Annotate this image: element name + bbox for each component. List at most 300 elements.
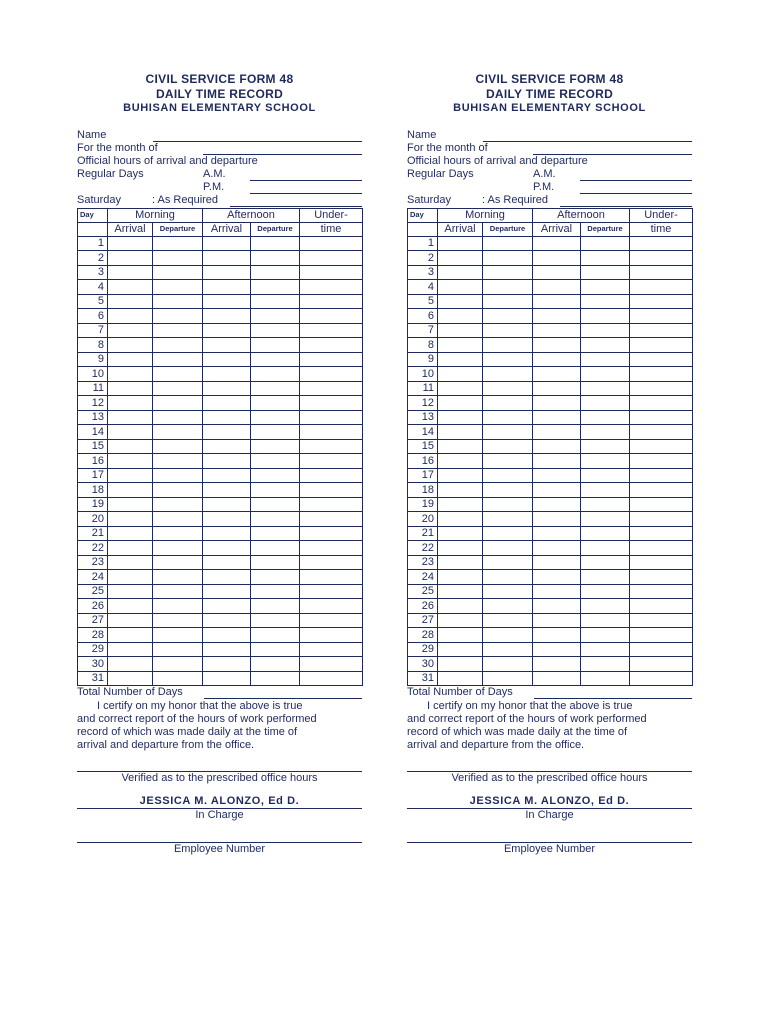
am-departure-cell[interactable]: [483, 483, 533, 498]
pm-departure-cell[interactable]: [581, 425, 630, 440]
pm-arrival-cell[interactable]: [203, 599, 251, 614]
am-departure-cell[interactable]: [153, 280, 203, 295]
am-arrival-cell[interactable]: [438, 454, 483, 469]
am-arrival-cell[interactable]: [108, 381, 153, 396]
am-departure-cell[interactable]: [153, 251, 203, 266]
am-departure-cell[interactable]: [483, 425, 533, 440]
am-arrival-cell[interactable]: [438, 657, 483, 672]
am-arrival-cell[interactable]: [108, 526, 153, 541]
am-arrival-cell[interactable]: [108, 454, 153, 469]
am-departure-cell[interactable]: [153, 599, 203, 614]
pm-departure-cell[interactable]: [581, 555, 630, 570]
pm-arrival-cell[interactable]: [203, 251, 251, 266]
am-departure-cell[interactable]: [153, 468, 203, 483]
pm-departure-cell[interactable]: [581, 497, 630, 512]
am-arrival-cell[interactable]: [108, 599, 153, 614]
pm-departure-cell[interactable]: [251, 352, 300, 367]
pm-departure-cell[interactable]: [251, 425, 300, 440]
undertime-cell[interactable]: [630, 541, 693, 556]
employee-number-line[interactable]: [77, 822, 362, 843]
am-arrival-cell[interactable]: [438, 628, 483, 643]
am-arrival-cell[interactable]: [108, 410, 153, 425]
undertime-cell[interactable]: [630, 280, 693, 295]
am-arrival-cell[interactable]: [438, 265, 483, 280]
pm-departure-cell[interactable]: [251, 555, 300, 570]
pm-departure-cell[interactable]: [251, 584, 300, 599]
am-departure-cell[interactable]: [153, 628, 203, 643]
am-arrival-cell[interactable]: [108, 555, 153, 570]
undertime-cell[interactable]: [630, 294, 693, 309]
pm-departure-cell[interactable]: [581, 671, 630, 686]
am-arrival-cell[interactable]: [438, 671, 483, 686]
undertime-cell[interactable]: [300, 439, 363, 454]
undertime-cell[interactable]: [630, 381, 693, 396]
am-departure-cell[interactable]: [153, 483, 203, 498]
undertime-cell[interactable]: [300, 280, 363, 295]
pm-departure-cell[interactable]: [581, 526, 630, 541]
undertime-cell[interactable]: [300, 541, 363, 556]
pm-arrival-cell[interactable]: [203, 236, 251, 251]
pm-departure-cell[interactable]: [581, 512, 630, 527]
am-departure-cell[interactable]: [153, 352, 203, 367]
am-departure-cell[interactable]: [153, 439, 203, 454]
pm-departure-cell[interactable]: [581, 352, 630, 367]
pm-arrival-cell[interactable]: [203, 468, 251, 483]
pm-arrival-cell[interactable]: [203, 381, 251, 396]
am-arrival-cell[interactable]: [438, 309, 483, 324]
am-arrival-cell[interactable]: [438, 381, 483, 396]
pm-arrival-cell[interactable]: [203, 454, 251, 469]
pm-arrival-cell[interactable]: [533, 584, 581, 599]
pm-departure-cell[interactable]: [251, 483, 300, 498]
am-departure-cell[interactable]: [483, 628, 533, 643]
am-arrival-cell[interactable]: [108, 613, 153, 628]
undertime-cell[interactable]: [630, 454, 693, 469]
undertime-cell[interactable]: [300, 425, 363, 440]
undertime-cell[interactable]: [300, 584, 363, 599]
undertime-cell[interactable]: [630, 309, 693, 324]
pm-departure-cell[interactable]: [581, 236, 630, 251]
undertime-cell[interactable]: [630, 628, 693, 643]
pm-arrival-cell[interactable]: [203, 526, 251, 541]
pm-departure-cell[interactable]: [581, 454, 630, 469]
pm-arrival-cell[interactable]: [533, 497, 581, 512]
pm-departure-cell[interactable]: [251, 512, 300, 527]
am-arrival-cell[interactable]: [438, 323, 483, 338]
am-departure-cell[interactable]: [153, 555, 203, 570]
undertime-cell[interactable]: [300, 338, 363, 353]
pm-departure-cell[interactable]: [251, 323, 300, 338]
pm-departure-cell[interactable]: [251, 367, 300, 382]
pm-arrival-cell[interactable]: [203, 352, 251, 367]
am-departure-cell[interactable]: [153, 381, 203, 396]
pm-arrival-cell[interactable]: [533, 280, 581, 295]
am-arrival-cell[interactable]: [108, 338, 153, 353]
undertime-cell[interactable]: [300, 642, 363, 657]
undertime-cell[interactable]: [300, 236, 363, 251]
pm-departure-cell[interactable]: [581, 628, 630, 643]
pm-arrival-cell[interactable]: [533, 671, 581, 686]
pm-arrival-cell[interactable]: [203, 657, 251, 672]
undertime-cell[interactable]: [300, 512, 363, 527]
undertime-cell[interactable]: [300, 570, 363, 585]
am-arrival-cell[interactable]: [438, 613, 483, 628]
pm-arrival-cell[interactable]: [533, 251, 581, 266]
undertime-cell[interactable]: [630, 468, 693, 483]
am-arrival-cell[interactable]: [438, 526, 483, 541]
am-arrival-cell[interactable]: [108, 541, 153, 556]
am-arrival-cell[interactable]: [438, 468, 483, 483]
undertime-cell[interactable]: [300, 497, 363, 512]
pm-departure-cell[interactable]: [251, 280, 300, 295]
pm-arrival-cell[interactable]: [533, 555, 581, 570]
undertime-cell[interactable]: [630, 526, 693, 541]
undertime-cell[interactable]: [300, 599, 363, 614]
am-departure-cell[interactable]: [483, 410, 533, 425]
pm-arrival-cell[interactable]: [533, 628, 581, 643]
am-arrival-cell[interactable]: [438, 367, 483, 382]
pm-departure-cell[interactable]: [251, 381, 300, 396]
am-arrival-cell[interactable]: [438, 425, 483, 440]
undertime-cell[interactable]: [630, 323, 693, 338]
undertime-cell[interactable]: [630, 570, 693, 585]
pm-arrival-cell[interactable]: [203, 323, 251, 338]
pm-arrival-cell[interactable]: [203, 642, 251, 657]
pm-arrival-cell[interactable]: [533, 512, 581, 527]
pm-arrival-cell[interactable]: [203, 280, 251, 295]
undertime-cell[interactable]: [630, 352, 693, 367]
undertime-cell[interactable]: [300, 526, 363, 541]
pm-departure-cell[interactable]: [251, 236, 300, 251]
am-arrival-cell[interactable]: [438, 599, 483, 614]
undertime-cell[interactable]: [630, 512, 693, 527]
am-arrival-cell[interactable]: [438, 396, 483, 411]
am-departure-cell[interactable]: [153, 425, 203, 440]
am-arrival-cell[interactable]: [108, 671, 153, 686]
employee-number-line[interactable]: [407, 822, 692, 843]
pm-arrival-cell[interactable]: [533, 338, 581, 353]
undertime-cell[interactable]: [300, 555, 363, 570]
am-arrival-cell[interactable]: [438, 236, 483, 251]
undertime-cell[interactable]: [630, 584, 693, 599]
undertime-cell[interactable]: [300, 265, 363, 280]
pm-arrival-cell[interactable]: [533, 425, 581, 440]
am-arrival-cell[interactable]: [108, 309, 153, 324]
am-arrival-cell[interactable]: [438, 294, 483, 309]
am-departure-cell[interactable]: [153, 265, 203, 280]
pm-arrival-cell[interactable]: [533, 599, 581, 614]
pm-arrival-cell[interactable]: [203, 541, 251, 556]
am-departure-cell[interactable]: [483, 280, 533, 295]
pm-departure-cell[interactable]: [251, 599, 300, 614]
pm-departure-cell[interactable]: [581, 338, 630, 353]
pm-departure-cell[interactable]: [251, 309, 300, 324]
pm-arrival-cell[interactable]: [533, 468, 581, 483]
pm-departure-cell[interactable]: [581, 323, 630, 338]
pm-departure-cell[interactable]: [251, 526, 300, 541]
pm-departure-cell[interactable]: [581, 265, 630, 280]
undertime-cell[interactable]: [630, 613, 693, 628]
undertime-cell[interactable]: [630, 555, 693, 570]
pm-departure-cell[interactable]: [581, 570, 630, 585]
pm-arrival-cell[interactable]: [533, 541, 581, 556]
am-departure-cell[interactable]: [153, 541, 203, 556]
undertime-cell[interactable]: [300, 396, 363, 411]
undertime-cell[interactable]: [300, 613, 363, 628]
am-departure-cell[interactable]: [483, 251, 533, 266]
undertime-cell[interactable]: [630, 338, 693, 353]
pm-departure-cell[interactable]: [581, 541, 630, 556]
pm-departure-cell[interactable]: [581, 381, 630, 396]
pm-arrival-cell[interactable]: [533, 309, 581, 324]
pm-departure-cell[interactable]: [251, 251, 300, 266]
saturday-field[interactable]: [560, 206, 692, 207]
pm-departure-cell[interactable]: [251, 338, 300, 353]
pm-arrival-cell[interactable]: [203, 613, 251, 628]
pm-arrival-cell[interactable]: [533, 265, 581, 280]
pm-arrival-cell[interactable]: [203, 439, 251, 454]
am-arrival-cell[interactable]: [438, 584, 483, 599]
undertime-cell[interactable]: [300, 410, 363, 425]
pm-arrival-cell[interactable]: [203, 512, 251, 527]
pm-departure-cell[interactable]: [251, 642, 300, 657]
am-arrival-cell[interactable]: [108, 251, 153, 266]
am-arrival-cell[interactable]: [108, 642, 153, 657]
am-departure-cell[interactable]: [483, 526, 533, 541]
pm-departure-cell[interactable]: [581, 584, 630, 599]
undertime-cell[interactable]: [300, 381, 363, 396]
am-departure-cell[interactable]: [483, 381, 533, 396]
am-departure-cell[interactable]: [153, 642, 203, 657]
am-arrival-cell[interactable]: [438, 410, 483, 425]
am-departure-cell[interactable]: [483, 541, 533, 556]
undertime-cell[interactable]: [300, 294, 363, 309]
am-arrival-cell[interactable]: [108, 584, 153, 599]
am-arrival-cell[interactable]: [108, 497, 153, 512]
pm-departure-cell[interactable]: [251, 294, 300, 309]
am-departure-cell[interactable]: [483, 599, 533, 614]
undertime-cell[interactable]: [630, 497, 693, 512]
undertime-cell[interactable]: [300, 367, 363, 382]
undertime-cell[interactable]: [630, 642, 693, 657]
pm-arrival-cell[interactable]: [203, 628, 251, 643]
am-departure-cell[interactable]: [483, 236, 533, 251]
am-departure-cell[interactable]: [483, 570, 533, 585]
undertime-cell[interactable]: [630, 251, 693, 266]
am-departure-cell[interactable]: [153, 323, 203, 338]
am-departure-cell[interactable]: [483, 396, 533, 411]
pm-arrival-cell[interactable]: [203, 265, 251, 280]
am-departure-cell[interactable]: [483, 671, 533, 686]
am-departure-cell[interactable]: [483, 584, 533, 599]
am-departure-cell[interactable]: [483, 512, 533, 527]
pm-arrival-cell[interactable]: [533, 410, 581, 425]
total-days-field[interactable]: [204, 698, 362, 699]
saturday-field[interactable]: [230, 206, 362, 207]
pm-arrival-cell[interactable]: [533, 570, 581, 585]
am-departure-cell[interactable]: [153, 410, 203, 425]
am-departure-cell[interactable]: [483, 642, 533, 657]
am-arrival-cell[interactable]: [108, 439, 153, 454]
am-departure-cell[interactable]: [153, 294, 203, 309]
pm-departure-cell[interactable]: [251, 439, 300, 454]
undertime-cell[interactable]: [630, 265, 693, 280]
pm-arrival-cell[interactable]: [533, 323, 581, 338]
pm-departure-cell[interactable]: [251, 265, 300, 280]
am-arrival-cell[interactable]: [438, 483, 483, 498]
undertime-cell[interactable]: [300, 352, 363, 367]
pm-arrival-cell[interactable]: [533, 613, 581, 628]
pm-arrival-cell[interactable]: [533, 439, 581, 454]
am-departure-cell[interactable]: [153, 584, 203, 599]
am-arrival-cell[interactable]: [108, 512, 153, 527]
pm-arrival-cell[interactable]: [533, 454, 581, 469]
am-departure-cell[interactable]: [483, 657, 533, 672]
am-arrival-cell[interactable]: [108, 294, 153, 309]
am-arrival-cell[interactable]: [438, 280, 483, 295]
am-arrival-cell[interactable]: [438, 251, 483, 266]
pm-departure-cell[interactable]: [581, 251, 630, 266]
pm-arrival-cell[interactable]: [533, 657, 581, 672]
am-departure-cell[interactable]: [483, 613, 533, 628]
undertime-cell[interactable]: [630, 599, 693, 614]
pm-arrival-cell[interactable]: [203, 367, 251, 382]
pm-arrival-cell[interactable]: [533, 294, 581, 309]
am-arrival-cell[interactable]: [108, 236, 153, 251]
pm-arrival-cell[interactable]: [203, 396, 251, 411]
am-departure-cell[interactable]: [153, 367, 203, 382]
pm-arrival-cell[interactable]: [203, 671, 251, 686]
am-arrival-cell[interactable]: [438, 439, 483, 454]
am-arrival-cell[interactable]: [438, 570, 483, 585]
pm-departure-cell[interactable]: [581, 483, 630, 498]
undertime-cell[interactable]: [630, 671, 693, 686]
pm-departure-cell[interactable]: [581, 439, 630, 454]
pm-departure-cell[interactable]: [581, 280, 630, 295]
am-departure-cell[interactable]: [483, 338, 533, 353]
pm-departure-cell[interactable]: [581, 468, 630, 483]
am-arrival-cell[interactable]: [108, 570, 153, 585]
pm-arrival-cell[interactable]: [203, 497, 251, 512]
undertime-cell[interactable]: [300, 671, 363, 686]
am-departure-cell[interactable]: [483, 468, 533, 483]
pm-departure-cell[interactable]: [251, 541, 300, 556]
undertime-cell[interactable]: [300, 468, 363, 483]
am-departure-cell[interactable]: [483, 294, 533, 309]
am-arrival-cell[interactable]: [108, 352, 153, 367]
pm-arrival-cell[interactable]: [533, 381, 581, 396]
pm-departure-cell[interactable]: [251, 454, 300, 469]
undertime-cell[interactable]: [300, 483, 363, 498]
undertime-cell[interactable]: [300, 454, 363, 469]
am-arrival-cell[interactable]: [438, 512, 483, 527]
pm-arrival-cell[interactable]: [203, 555, 251, 570]
am-departure-cell[interactable]: [483, 323, 533, 338]
pm-departure-cell[interactable]: [581, 657, 630, 672]
pm-departure-cell[interactable]: [251, 657, 300, 672]
am-departure-cell[interactable]: [153, 570, 203, 585]
undertime-cell[interactable]: [300, 628, 363, 643]
undertime-cell[interactable]: [300, 251, 363, 266]
pm-departure-cell[interactable]: [251, 613, 300, 628]
am-departure-cell[interactable]: [483, 454, 533, 469]
am-arrival-cell[interactable]: [108, 628, 153, 643]
am-arrival-cell[interactable]: [108, 396, 153, 411]
pm-arrival-cell[interactable]: [533, 642, 581, 657]
am-departure-cell[interactable]: [153, 309, 203, 324]
undertime-cell[interactable]: [630, 425, 693, 440]
pm-arrival-cell[interactable]: [203, 584, 251, 599]
undertime-cell[interactable]: [630, 657, 693, 672]
am-arrival-cell[interactable]: [438, 352, 483, 367]
am-departure-cell[interactable]: [153, 338, 203, 353]
undertime-cell[interactable]: [630, 236, 693, 251]
am-departure-cell[interactable]: [153, 454, 203, 469]
am-arrival-cell[interactable]: [438, 642, 483, 657]
undertime-cell[interactable]: [630, 367, 693, 382]
pm-departure-cell[interactable]: [251, 396, 300, 411]
am-arrival-cell[interactable]: [108, 367, 153, 382]
pm-departure-cell[interactable]: [581, 642, 630, 657]
pm-departure-cell[interactable]: [581, 613, 630, 628]
am-departure-cell[interactable]: [153, 512, 203, 527]
am-departure-cell[interactable]: [483, 367, 533, 382]
undertime-cell[interactable]: [630, 396, 693, 411]
pm-departure-cell[interactable]: [581, 396, 630, 411]
pm-departure-cell[interactable]: [581, 599, 630, 614]
am-departure-cell[interactable]: [153, 497, 203, 512]
am-arrival-cell[interactable]: [108, 483, 153, 498]
pm-departure-cell[interactable]: [581, 410, 630, 425]
employee-signature-line[interactable]: [77, 752, 362, 772]
am-arrival-cell[interactable]: [108, 323, 153, 338]
pm-arrival-cell[interactable]: [533, 236, 581, 251]
pm-arrival-cell[interactable]: [203, 294, 251, 309]
pm-arrival-cell[interactable]: [203, 425, 251, 440]
pm-arrival-cell[interactable]: [203, 483, 251, 498]
pm-departure-cell[interactable]: [251, 628, 300, 643]
am-departure-cell[interactable]: [483, 555, 533, 570]
pm-arrival-cell[interactable]: [533, 352, 581, 367]
pm-departure-cell[interactable]: [581, 309, 630, 324]
undertime-cell[interactable]: [630, 483, 693, 498]
total-days-field[interactable]: [534, 698, 692, 699]
am-arrival-cell[interactable]: [108, 657, 153, 672]
pm-arrival-cell[interactable]: [533, 396, 581, 411]
am-departure-cell[interactable]: [483, 352, 533, 367]
pm-arrival-cell[interactable]: [203, 570, 251, 585]
pm-arrival-cell[interactable]: [203, 410, 251, 425]
am-departure-cell[interactable]: [153, 613, 203, 628]
pm-departure-cell[interactable]: [251, 497, 300, 512]
undertime-cell[interactable]: [630, 439, 693, 454]
pm-departure-cell[interactable]: [581, 294, 630, 309]
undertime-cell[interactable]: [300, 309, 363, 324]
am-arrival-cell[interactable]: [438, 497, 483, 512]
am-departure-cell[interactable]: [153, 526, 203, 541]
pm-departure-cell[interactable]: [581, 367, 630, 382]
am-arrival-cell[interactable]: [438, 338, 483, 353]
am-departure-cell[interactable]: [483, 497, 533, 512]
undertime-cell[interactable]: [300, 323, 363, 338]
am-departure-cell[interactable]: [153, 236, 203, 251]
am-departure-cell[interactable]: [483, 439, 533, 454]
employee-signature-line[interactable]: [407, 752, 692, 772]
am-departure-cell[interactable]: [153, 396, 203, 411]
pm-arrival-cell[interactable]: [533, 526, 581, 541]
pm-departure-cell[interactable]: [251, 410, 300, 425]
undertime-cell[interactable]: [630, 410, 693, 425]
